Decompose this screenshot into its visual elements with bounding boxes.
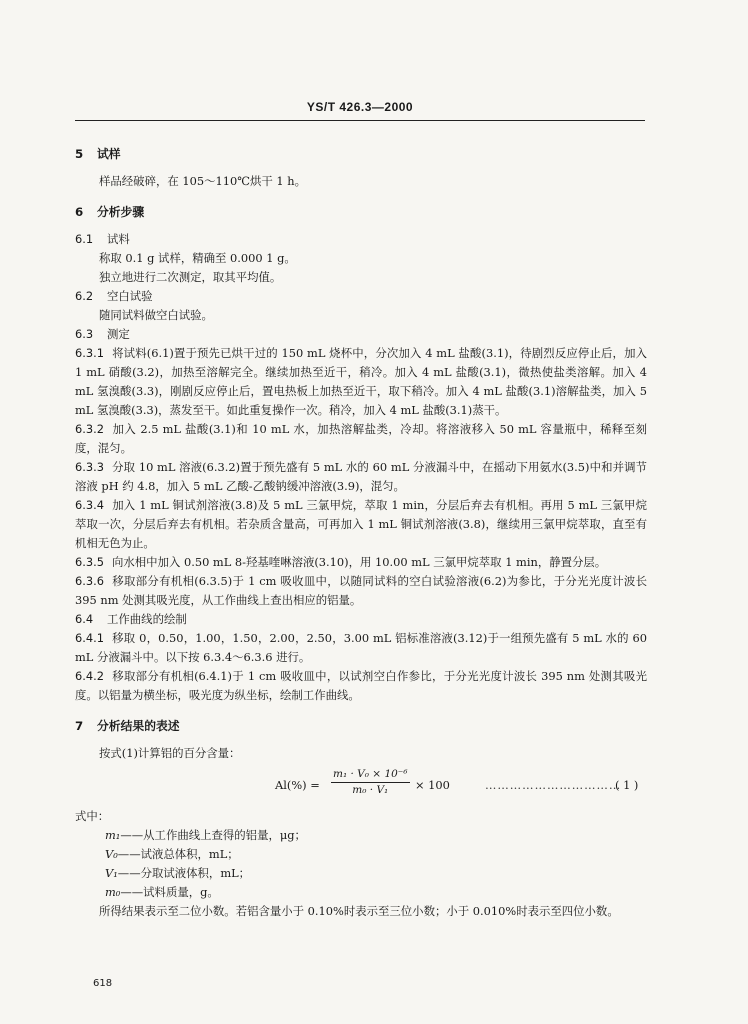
para-6-3-5: 6.3.5 向水相中加入 0.50 mL 8-羟基喹啉溶液(3.10)，用 10.00 mL 三氯甲烷萃取 1 min，静置分层。	[75, 555, 607, 569]
document-body	[75, 145, 647, 921]
formula-tail: × 100	[415, 778, 450, 792]
section-7-intro: 按式(1)计算铝的百分含量：	[99, 746, 241, 760]
para-6-3-3: 6.3.3 分取 10 mL 溶液(6.3.2)置于预先盛有 5 mL 水的 60 mL 分液漏斗中，在摇动下用氨水(3.5)中和并调节溶液 pH 约 4.8，加入 5 mL 乙酸-乙酸钠缓冲溶液(3.9)，混匀。	[75, 460, 647, 493]
section-6-2-line1: 随同试料做空白试验。	[99, 308, 213, 322]
section-6-3-heading: 6.3 测定	[75, 327, 130, 341]
header-rule	[75, 120, 645, 121]
para-6-3-2: 6.3.2 加入 2.5 mL 盐酸(3.1)和 10 mL 水，加热溶解盐类，冷却。将溶液移入 50 mL 容量瓶中，稀释至刻度，混匀。	[75, 422, 647, 455]
para-6-4-1: 6.4.1 移取 0，0.50，1.00，1.50，2.00，2.50，3.00 mL 铝标准溶液(3.12)于一组预先盛有 5 mL 水的 60 mL 分液漏斗中。以下按 6.3.4～6.3.6 进行。	[75, 631, 647, 664]
formula-lhs: Al(%) =	[275, 778, 320, 792]
section-7-heading: 7 分析结果的表述	[75, 719, 180, 733]
formula-numerator: m₁ · V₀ × 10⁻⁶	[331, 767, 410, 783]
definition-v0: V₀——试液总体积，mL；	[105, 847, 239, 861]
formula-denominator: m₀ · V₁	[352, 784, 389, 796]
definition-m1: m₁——从工作曲线上查得的铝量，μg；	[105, 828, 306, 842]
aluminum-formula	[75, 767, 647, 803]
result-precision-note: 所得结果表示至二位小数。若铝含量小于 0.10%时表示至三位小数；小于 0.010%时表示至四位小数。	[99, 904, 619, 918]
section-6-1-line2: 独立地进行二次测定，取其平均值。	[99, 270, 282, 284]
section-5-heading: 5 试样	[75, 147, 121, 161]
para-6-3-6: 6.3.6 移取部分有机相(6.3.5)于 1 cm 吸收皿中，以随同试料的空白试验溶液(6.2)为参比，于分光光度计波长 395 nm 处测其吸光度，从工作曲线上查出相应的铝量。	[75, 574, 647, 607]
para-6-4-2: 6.4.2 移取部分有机相(6.4.1)于 1 cm 吸收皿中，以试剂空白作参比，于分光光度计波长 395 nm 处测其吸光度。以铝量为横坐标，吸光度为纵坐标，绘制工作曲线。	[75, 669, 647, 702]
where-label: 式中：	[75, 809, 110, 823]
formula-number: ( 1 )	[615, 778, 639, 792]
formula-fraction	[331, 767, 410, 798]
section-6-heading: 6 分析步骤	[75, 205, 145, 219]
para-6-3-4: 6.3.4 加入 1 mL 铜试剂溶液(3.8)及 5 mL 三氯甲烷，萃取 1 min，分层后弃去有机相。再用 5 mL 三氯甲烷萃取一次，分层后弃去有机相。若杂质含量高，可再加入 1 mL 铜试剂溶液(3.8)，继续用三氯甲烷萃取，直至有机相无色为止。	[75, 498, 647, 550]
section-6-1-line1: 称取 0.1 g 试样，精确至 0.000 1 g。	[99, 251, 296, 265]
formula-leader-dots: ……………………………	[485, 778, 622, 792]
page-number: 618	[93, 978, 113, 989]
section-6-4-heading: 6.4 工作曲线的绘制	[75, 612, 187, 626]
section-5-body: 样品经破碎，在 105～110℃烘干 1 h。	[99, 174, 306, 188]
standard-code-header: YS/T 426.3—2000	[306, 100, 414, 114]
para-6-3-1: 6.3.1 将试料(6.1)置于预先已烘干过的 150 mL 烧杯中，分次加入 4 mL 盐酸(3.1)，待剧烈反应停止后，加入 1 mL 硝酸(3.2)，加热至溶解完全。继续加热至近干，稍冷。加入 4 mL 盐酸(3.1)，微热使盐类溶解。加入 4 mL 氢溴酸(3.3)，刚剧反应停止后，置电热板上加热至近干，取下稍冷。加入 4 mL 盐酸(3.1)溶解盐类，加入 5 mL 氢溴酸(3.3)，蒸发至干。如此重复操作一次。稍冷，加入 4 mL 盐酸(3.1)蒸干。	[75, 346, 647, 417]
section-6-2-heading: 6.2 空白试验	[75, 289, 153, 303]
definition-m0: m₀——试料质量，g。	[105, 885, 219, 899]
definition-v1: V₁——分取试液体积，mL；	[105, 866, 251, 880]
section-6-1-heading: 6.1 试料	[75, 232, 130, 246]
